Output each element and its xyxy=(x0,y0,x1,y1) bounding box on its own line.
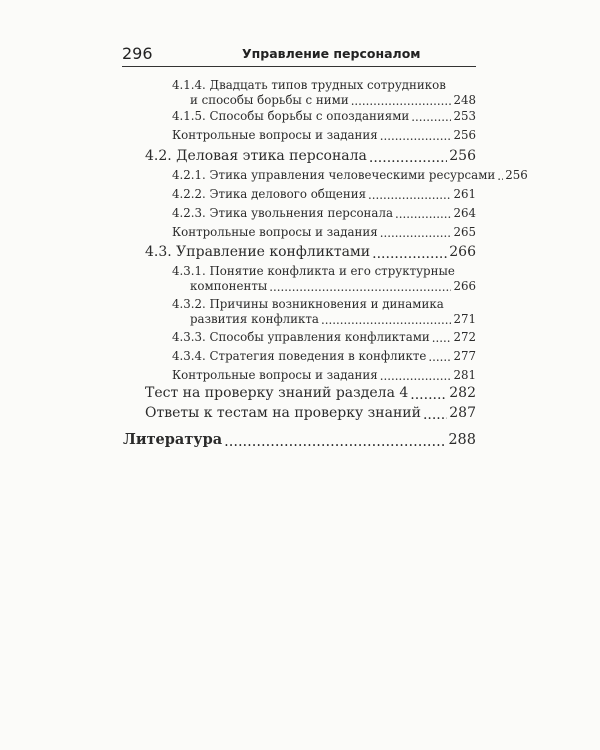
toc-entry-title: 4.3.2. Причины возникновения и динамика xyxy=(172,297,444,311)
toc-entry xyxy=(172,128,476,143)
toc-entry-title: 4.2. Деловая этика персонала xyxy=(145,148,367,164)
toc-leader xyxy=(432,333,452,345)
running-title: Управление персоналом xyxy=(242,46,421,61)
toc-entry xyxy=(145,244,476,261)
toc-entry xyxy=(123,431,476,449)
toc-leader xyxy=(368,190,451,202)
toc-entry xyxy=(172,78,476,108)
toc-page-number: 256 xyxy=(505,168,528,182)
toc-leader xyxy=(372,247,447,261)
toc-page-number: 253 xyxy=(453,109,476,123)
toc-entry-lastline xyxy=(172,279,476,294)
toc-leader xyxy=(380,371,452,383)
toc-page-number: 248 xyxy=(453,93,476,107)
toc-entry xyxy=(172,297,476,327)
toc-page-number: 287 xyxy=(449,405,476,421)
toc-leader xyxy=(395,209,451,221)
toc-page-number: 266 xyxy=(449,244,476,260)
toc-entry xyxy=(172,225,476,240)
toc-entry xyxy=(145,148,476,165)
toc-page-number: 265 xyxy=(453,225,476,239)
toc-entry xyxy=(172,109,476,124)
toc-entry-title: Тест на проверку знаний раздела 4 xyxy=(145,385,409,401)
toc-leader xyxy=(423,408,447,422)
toc-page-number: 288 xyxy=(448,432,476,448)
toc-entry xyxy=(172,206,476,221)
toc-entry-title: 4.2.3. Этика увольнения персонала xyxy=(172,206,393,220)
toc-page-number: 281 xyxy=(453,368,476,382)
toc-entry-title: 4.3.1. Понятие конфликта и его структурные xyxy=(172,264,455,278)
toc-entry xyxy=(172,264,476,294)
toc-page-number: 256 xyxy=(449,148,476,164)
toc-entry-title: 4.3.4. Стратегия поведения в конфликте xyxy=(172,349,427,363)
toc-leader xyxy=(410,388,447,402)
toc-entry-title: 4.3. Управление конфликтами xyxy=(145,244,371,260)
toc-page-number: 271 xyxy=(453,312,476,326)
toc-entry-title: Литература xyxy=(123,431,223,448)
toc-leader xyxy=(321,315,452,327)
toc-entry-title: Контрольные вопросы и задания xyxy=(172,368,378,382)
toc-page-number: 277 xyxy=(453,349,476,363)
toc-page-number: 261 xyxy=(453,187,476,201)
toc-entry-title-cont: развития конфликта xyxy=(190,312,319,326)
toc-page-number: 282 xyxy=(449,385,476,401)
toc-entry-lastline xyxy=(172,93,476,108)
toc-leader xyxy=(411,112,451,124)
toc-entry-title: Контрольные вопросы и задания xyxy=(172,128,378,142)
toc-leader xyxy=(380,131,452,143)
toc-entry xyxy=(145,405,476,422)
toc-page-number: 264 xyxy=(453,206,476,220)
toc-page-number: 266 xyxy=(453,279,476,293)
toc-entry-title: 4.2.2. Этика делового общения xyxy=(172,187,367,201)
toc-entry xyxy=(172,168,528,183)
toc-leader xyxy=(428,352,451,364)
toc-entry-title: 4.3.3. Способы управления конфликтами xyxy=(172,330,430,344)
toc-entry-title: 4.1.4. Двадцать типов трудных сотрудников xyxy=(172,78,446,92)
toc-page-number: 256 xyxy=(453,128,476,142)
toc-entry xyxy=(145,385,476,402)
toc-leader xyxy=(224,435,446,450)
toc-entry-title: Контрольные вопросы и задания xyxy=(172,225,378,239)
toc-entry-title-cont: компоненты xyxy=(190,279,268,293)
toc-leader xyxy=(497,171,503,183)
toc-entry-lastline xyxy=(172,312,476,327)
toc-entry xyxy=(172,349,476,364)
toc-entry-title-cont: и способы борьбы с ними xyxy=(190,93,349,107)
toc-leader xyxy=(351,96,452,108)
toc-entry-title: 4.2.1. Этика управления человеческими ресурсами xyxy=(172,168,496,182)
page-number: 296 xyxy=(122,44,153,63)
toc-leader xyxy=(369,151,447,165)
toc-entry xyxy=(172,187,476,202)
toc-leader xyxy=(269,282,451,294)
toc-page-number: 272 xyxy=(453,330,476,344)
toc-entry xyxy=(172,330,476,345)
toc-entry-title: 4.1.5. Способы борьбы с опозданиями xyxy=(172,109,410,123)
toc-entry-title: Ответы к тестам на проверку знаний xyxy=(145,405,421,421)
toc-entry xyxy=(172,368,476,383)
toc-leader xyxy=(380,228,452,240)
